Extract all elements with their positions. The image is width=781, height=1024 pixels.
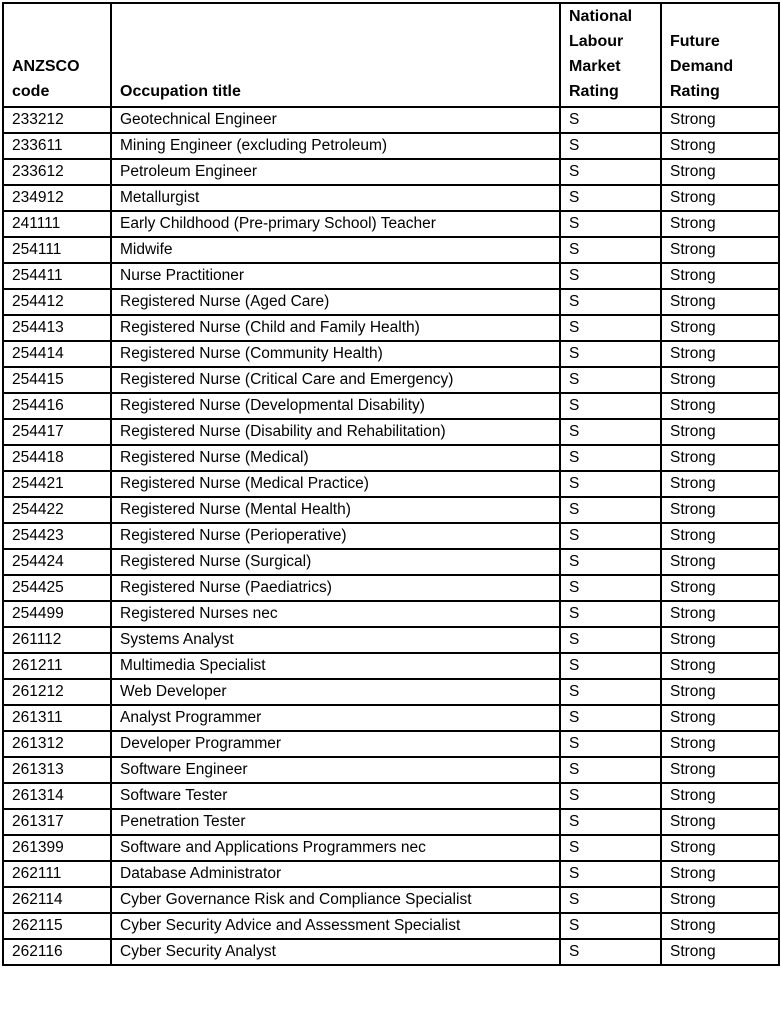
table-header <box>3 3 779 107</box>
cell-future-demand-rating: Strong <box>661 263 779 289</box>
cell-occupation-title: Web Developer <box>111 679 560 705</box>
cell-future-demand-rating: Strong <box>661 809 779 835</box>
cell-national-rating: S <box>560 783 661 809</box>
cell-national-rating: S <box>560 497 661 523</box>
cell-future-demand-rating: Strong <box>661 159 779 185</box>
cell-future-demand-rating: Strong <box>661 367 779 393</box>
table-row <box>3 627 779 653</box>
cell-occupation-title: Multimedia Specialist <box>111 653 560 679</box>
cell-national-rating: S <box>560 159 661 185</box>
table-row <box>3 939 779 965</box>
cell-future-demand-rating: Strong <box>661 705 779 731</box>
table-row <box>3 731 779 757</box>
table-row <box>3 575 779 601</box>
cell-anzsco-code: 233612 <box>3 159 111 185</box>
header-row <box>3 3 779 107</box>
table-row <box>3 861 779 887</box>
cell-national-rating: S <box>560 887 661 913</box>
cell-anzsco-code: 261399 <box>3 835 111 861</box>
cell-anzsco-code: 254422 <box>3 497 111 523</box>
cell-anzsco-code: 261211 <box>3 653 111 679</box>
table-row <box>3 107 779 133</box>
cell-occupation-title: Registered Nurse (Perioperative) <box>111 523 560 549</box>
cell-national-rating: S <box>560 575 661 601</box>
cell-future-demand-rating: Strong <box>661 471 779 497</box>
cell-occupation-title: Cyber Security Advice and Assessment Specialist <box>111 913 560 939</box>
cell-anzsco-code: 254499 <box>3 601 111 627</box>
cell-national-rating: S <box>560 185 661 211</box>
cell-national-rating: S <box>560 913 661 939</box>
table-row <box>3 419 779 445</box>
cell-occupation-title: Developer Programmer <box>111 731 560 757</box>
cell-anzsco-code: 254413 <box>3 315 111 341</box>
cell-anzsco-code: 254418 <box>3 445 111 471</box>
occupation-table-container <box>2 2 780 966</box>
table-row <box>3 783 779 809</box>
table-row <box>3 497 779 523</box>
cell-future-demand-rating: Strong <box>661 133 779 159</box>
table-row <box>3 289 779 315</box>
cell-occupation-title: Registered Nurse (Disability and Rehabilitation) <box>111 419 560 445</box>
table-row <box>3 445 779 471</box>
table-row <box>3 887 779 913</box>
table-row <box>3 679 779 705</box>
table-row <box>3 159 779 185</box>
cell-occupation-title: Analyst Programmer <box>111 705 560 731</box>
cell-future-demand-rating: Strong <box>661 627 779 653</box>
cell-national-rating: S <box>560 835 661 861</box>
cell-anzsco-code: 233611 <box>3 133 111 159</box>
cell-occupation-title: Cyber Security Analyst <box>111 939 560 965</box>
cell-anzsco-code: 241111 <box>3 211 111 237</box>
table-row <box>3 653 779 679</box>
cell-anzsco-code: 261311 <box>3 705 111 731</box>
cell-occupation-title: Registered Nurse (Mental Health) <box>111 497 560 523</box>
cell-anzsco-code: 234912 <box>3 185 111 211</box>
cell-future-demand-rating: Strong <box>661 575 779 601</box>
cell-future-demand-rating: Strong <box>661 939 779 965</box>
table-row <box>3 133 779 159</box>
cell-anzsco-code: 254425 <box>3 575 111 601</box>
table-row <box>3 705 779 731</box>
cell-occupation-title: Petroleum Engineer <box>111 159 560 185</box>
cell-national-rating: S <box>560 211 661 237</box>
cell-national-rating: S <box>560 133 661 159</box>
cell-future-demand-rating: Strong <box>661 601 779 627</box>
cell-future-demand-rating: Strong <box>661 523 779 549</box>
cell-anzsco-code: 261314 <box>3 783 111 809</box>
cell-future-demand-rating: Strong <box>661 445 779 471</box>
header-national-labour-market-rating: National Labour Market Rating <box>560 3 661 107</box>
cell-occupation-title: Mining Engineer (excluding Petroleum) <box>111 133 560 159</box>
cell-national-rating: S <box>560 653 661 679</box>
cell-national-rating: S <box>560 419 661 445</box>
cell-national-rating: S <box>560 367 661 393</box>
cell-anzsco-code: 254416 <box>3 393 111 419</box>
table-row <box>3 757 779 783</box>
cell-occupation-title: Software Tester <box>111 783 560 809</box>
cell-future-demand-rating: Strong <box>661 653 779 679</box>
cell-future-demand-rating: Strong <box>661 237 779 263</box>
cell-national-rating: S <box>560 679 661 705</box>
cell-occupation-title: Registered Nurse (Critical Care and Emergency) <box>111 367 560 393</box>
table-row <box>3 185 779 211</box>
cell-anzsco-code: 254414 <box>3 341 111 367</box>
cell-national-rating: S <box>560 939 661 965</box>
cell-anzsco-code: 262116 <box>3 939 111 965</box>
table-row <box>3 367 779 393</box>
cell-national-rating: S <box>560 627 661 653</box>
cell-anzsco-code: 261317 <box>3 809 111 835</box>
cell-occupation-title: Registered Nurse (Child and Family Health) <box>111 315 560 341</box>
cell-future-demand-rating: Strong <box>661 497 779 523</box>
cell-anzsco-code: 254111 <box>3 237 111 263</box>
cell-national-rating: S <box>560 341 661 367</box>
header-occupation-title: Occupation title <box>111 3 560 107</box>
cell-occupation-title: Registered Nurses nec <box>111 601 560 627</box>
cell-national-rating: S <box>560 471 661 497</box>
table-row <box>3 601 779 627</box>
cell-anzsco-code: 262114 <box>3 887 111 913</box>
cell-anzsco-code: 262111 <box>3 861 111 887</box>
table-row <box>3 523 779 549</box>
cell-anzsco-code: 254424 <box>3 549 111 575</box>
table-row <box>3 237 779 263</box>
cell-future-demand-rating: Strong <box>661 211 779 237</box>
cell-anzsco-code: 261112 <box>3 627 111 653</box>
cell-national-rating: S <box>560 861 661 887</box>
table-row <box>3 549 779 575</box>
cell-future-demand-rating: Strong <box>661 835 779 861</box>
cell-occupation-title: Registered Nurse (Paediatrics) <box>111 575 560 601</box>
cell-future-demand-rating: Strong <box>661 913 779 939</box>
cell-future-demand-rating: Strong <box>661 289 779 315</box>
cell-occupation-title: Registered Nurse (Developmental Disability) <box>111 393 560 419</box>
cell-occupation-title: Software and Applications Programmers nec <box>111 835 560 861</box>
cell-future-demand-rating: Strong <box>661 393 779 419</box>
cell-future-demand-rating: Strong <box>661 549 779 575</box>
cell-future-demand-rating: Strong <box>661 783 779 809</box>
cell-occupation-title: Nurse Practitioner <box>111 263 560 289</box>
table-row <box>3 913 779 939</box>
cell-future-demand-rating: Strong <box>661 419 779 445</box>
cell-anzsco-code: 254412 <box>3 289 111 315</box>
cell-future-demand-rating: Strong <box>661 887 779 913</box>
cell-national-rating: S <box>560 731 661 757</box>
cell-occupation-title: Early Childhood (Pre-primary School) Teacher <box>111 211 560 237</box>
cell-future-demand-rating: Strong <box>661 107 779 133</box>
cell-anzsco-code: 254423 <box>3 523 111 549</box>
cell-national-rating: S <box>560 263 661 289</box>
cell-occupation-title: Database Administrator <box>111 861 560 887</box>
cell-anzsco-code: 254415 <box>3 367 111 393</box>
cell-occupation-title: Registered Nurse (Community Health) <box>111 341 560 367</box>
cell-occupation-title: Penetration Tester <box>111 809 560 835</box>
cell-future-demand-rating: Strong <box>661 185 779 211</box>
cell-anzsco-code: 254411 <box>3 263 111 289</box>
cell-anzsco-code: 262115 <box>3 913 111 939</box>
cell-future-demand-rating: Strong <box>661 757 779 783</box>
cell-occupation-title: Midwife <box>111 237 560 263</box>
table-row <box>3 393 779 419</box>
table-row <box>3 835 779 861</box>
cell-national-rating: S <box>560 757 661 783</box>
cell-occupation-title: Cyber Governance Risk and Compliance Specialist <box>111 887 560 913</box>
cell-national-rating: S <box>560 809 661 835</box>
table-row <box>3 211 779 237</box>
cell-occupation-title: Registered Nurse (Surgical) <box>111 549 560 575</box>
cell-occupation-title: Software Engineer <box>111 757 560 783</box>
cell-occupation-title: Registered Nurse (Medical) <box>111 445 560 471</box>
cell-national-rating: S <box>560 289 661 315</box>
cell-occupation-title: Registered Nurse (Medical Practice) <box>111 471 560 497</box>
cell-future-demand-rating: Strong <box>661 341 779 367</box>
cell-future-demand-rating: Strong <box>661 861 779 887</box>
table-row <box>3 263 779 289</box>
table-row <box>3 471 779 497</box>
table-row <box>3 315 779 341</box>
header-anzsco-code: ANZSCO code <box>3 3 111 107</box>
cell-future-demand-rating: Strong <box>661 679 779 705</box>
cell-anzsco-code: 233212 <box>3 107 111 133</box>
cell-anzsco-code: 261212 <box>3 679 111 705</box>
cell-national-rating: S <box>560 315 661 341</box>
cell-anzsco-code: 254421 <box>3 471 111 497</box>
cell-anzsco-code: 261312 <box>3 731 111 757</box>
cell-occupation-title: Geotechnical Engineer <box>111 107 560 133</box>
cell-future-demand-rating: Strong <box>661 315 779 341</box>
table-row <box>3 341 779 367</box>
cell-national-rating: S <box>560 237 661 263</box>
cell-occupation-title: Metallurgist <box>111 185 560 211</box>
header-future-demand-rating: Future Demand Rating <box>661 3 779 107</box>
cell-national-rating: S <box>560 393 661 419</box>
cell-anzsco-code: 254417 <box>3 419 111 445</box>
occupation-table <box>2 2 780 966</box>
cell-national-rating: S <box>560 705 661 731</box>
cell-occupation-title: Registered Nurse (Aged Care) <box>111 289 560 315</box>
cell-national-rating: S <box>560 445 661 471</box>
cell-future-demand-rating: Strong <box>661 731 779 757</box>
cell-national-rating: S <box>560 523 661 549</box>
cell-national-rating: S <box>560 601 661 627</box>
cell-anzsco-code: 261313 <box>3 757 111 783</box>
cell-national-rating: S <box>560 107 661 133</box>
table-row <box>3 809 779 835</box>
cell-national-rating: S <box>560 549 661 575</box>
cell-occupation-title: Systems Analyst <box>111 627 560 653</box>
table-body <box>3 107 779 965</box>
